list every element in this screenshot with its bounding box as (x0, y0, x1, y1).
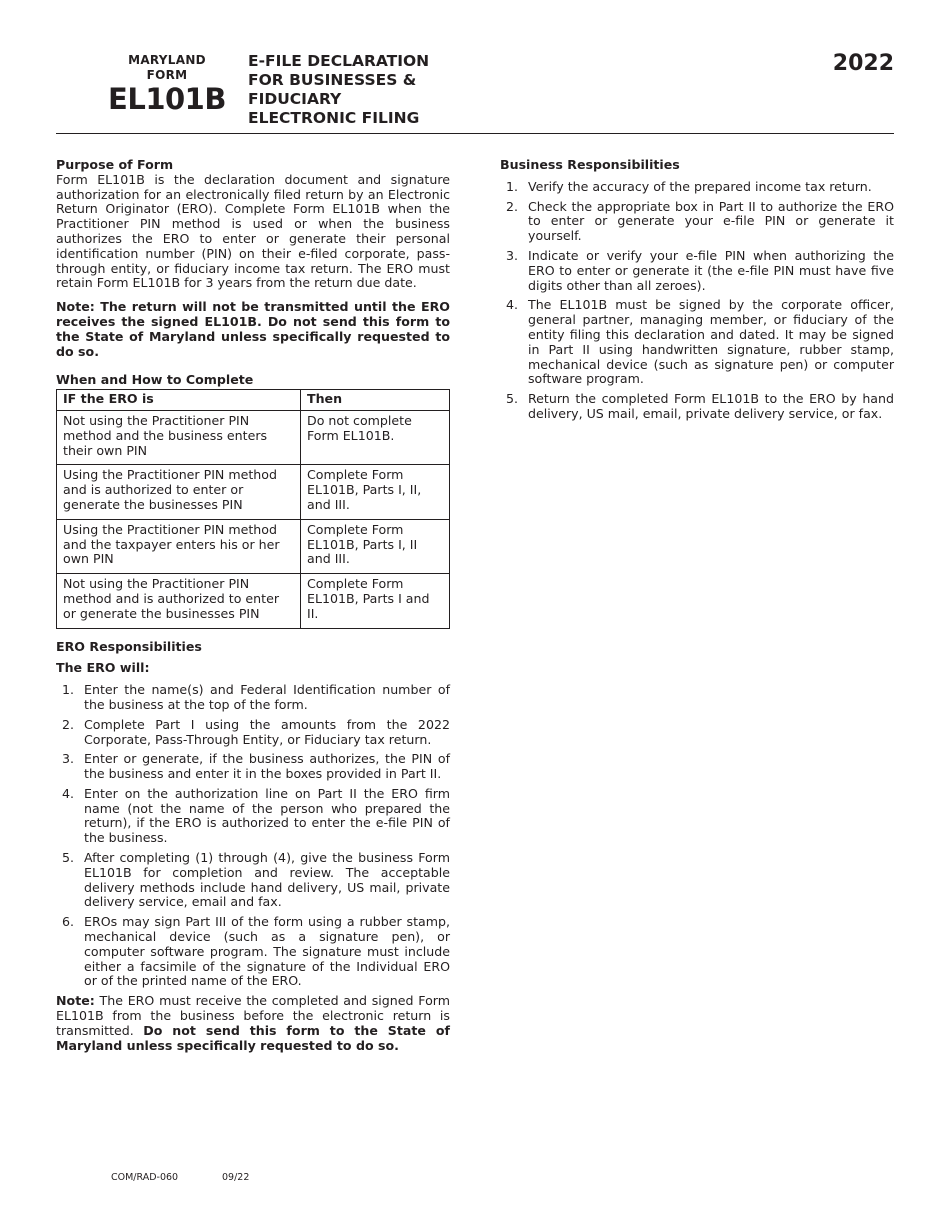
list-number: 2. (62, 716, 75, 732)
table-cell-if: Using the Practitioner PIN method and is authorized to enter or generate the businesses PIN (57, 465, 301, 519)
form-number: EL101B (108, 82, 226, 116)
when-how-heading: When and How to Complete (56, 372, 254, 388)
list-item (56, 851, 450, 910)
list-text: Verify the accuracy of the prepared income tax return. (528, 178, 872, 194)
list-number: 2. (506, 198, 519, 214)
list-number: 3. (62, 751, 75, 767)
table-row (57, 574, 450, 628)
ero-note-text: The ERO must receive the completed and signed Form EL101B from the business before the electronic return is transmitted. (56, 993, 450, 1038)
list-item (56, 915, 450, 989)
ero-subheading: The ERO will: (56, 660, 150, 676)
list-item (500, 298, 894, 387)
ero-heading: ERO Responsibilities (56, 638, 202, 654)
form-code: COM/RAD-060 (111, 1172, 179, 1183)
list-item (56, 787, 450, 846)
business-heading: Business Responsibilities (500, 157, 680, 172)
left-column (56, 158, 450, 1053)
list-text: Enter on the authorization line on Part II the ERO firm name (not the name of the person who prepared the return), if the ERO is authorized to enter the e-file PIN of the business. (84, 785, 450, 846)
ero-list (56, 683, 450, 989)
table-cell-then: Do not complete Form EL101B. (301, 410, 450, 464)
list-number: 5. (62, 850, 75, 866)
ero-note (56, 994, 450, 1053)
list-item (56, 752, 450, 782)
list-number: 3. (506, 247, 519, 263)
table-header-row (57, 390, 450, 411)
business-list (500, 180, 894, 422)
form-state-label (112, 53, 222, 83)
list-text: The EL101B must be signed by the corporate officer, general partner, managing member, or fiduciary of the entity filing this declaration and dated. It may be signed in Part II using handwritten signature, rubber stamp, mechanical device (such as signature pen) or computer software program. (528, 297, 894, 387)
table-cell-if: Not using the Practitioner PIN method and the business enters their own PIN (57, 410, 301, 464)
table-row (57, 410, 450, 464)
header-divider (56, 133, 894, 134)
title-line-2: FOR BUSINESSES & (248, 71, 417, 89)
form-word: FORM (146, 68, 188, 82)
list-text: After completing (1) through (4), give the business Form EL101B for completion and review. The acceptable delivery methods include hand delivery, US mail, private delivery service, email and fax. (84, 850, 450, 910)
ero-note-bold: Do not send this form to the State of Maryland unless specifically requested to do so. (56, 1022, 450, 1053)
list-text: Check the appropriate box in Part II to authorize the ERO to enter or generate your e-file PIN or generate it yourself. (528, 198, 894, 244)
table-cell-if: Using the Practitioner PIN method and the taxpayer enters his or her own PIN (57, 519, 301, 573)
list-number: 5. (506, 391, 519, 407)
table-cell-then: Complete Form EL101B, Parts I, II, and III. (301, 465, 450, 519)
purpose-heading: Purpose of Form (56, 157, 174, 172)
list-text: Return the completed Form EL101B to the ERO by hand delivery, US mail, email, private delivery service, or fax. (528, 391, 894, 421)
when-how-table (56, 389, 450, 628)
purpose-note: Note: The return will not be transmitted until the ERO receives the signed EL101B. Do not send this form to the State of Maryland unless specifically requested to do so. (56, 299, 450, 359)
list-text: EROs may sign Part III of the form using a rubber stamp, mechanical device (such as a signature pen), or computer software program. The signature must include either a facsimile of the signature of the Individual ERO or of the printed name of the ERO. (84, 914, 450, 989)
table-cell-then: Complete Form EL101B, Parts I and II. (301, 574, 450, 628)
purpose-body: Form EL101B is the declaration document and signature authorization for an electronically filed return by an Electronic Return Originator (ERO). Complete Form EL101B when the Practitioner PIN method is used or when the business authorizes the ERO to enter or generate their personal identification number (PIN) on their e-filed corporate, pass-through entity, or fiduciary income tax return. The ERO must retain Form EL101B for 3 years from the return due date. (56, 171, 450, 291)
table-row (57, 465, 450, 519)
title-line-4: ELECTRONIC FILING (248, 109, 420, 127)
list-text: Indicate or verify your e-file PIN when authorizing the ERO to enter or generate it (the e-file PIN must have five digits other than all zeroes). (528, 247, 894, 293)
list-item (56, 683, 450, 713)
list-text: Complete Part I using the amounts from the 2022 Corporate, Pass-Through Entity, or Fiduciary tax return. (84, 716, 450, 747)
list-text: Enter the name(s) and Federal Identification number of the business at the top of the form. (84, 682, 450, 712)
list-number: 1. (62, 682, 75, 698)
list-item (56, 718, 450, 748)
tax-year: 2022 (832, 51, 894, 76)
list-item (500, 180, 894, 195)
ero-note-label: Note: (56, 993, 95, 1009)
state-name: MARYLAND (128, 53, 206, 67)
list-text: Enter or generate, if the business authorizes, the PIN of the business and enter it in the boxes provided in Part II. (84, 751, 450, 782)
list-item (500, 392, 894, 422)
list-number: 1. (506, 178, 519, 194)
form-title (248, 52, 508, 128)
title-line-3: FIDUCIARY (248, 90, 342, 108)
list-number: 6. (62, 914, 75, 930)
column-header-then: Then (301, 390, 450, 411)
table-cell-if: Not using the Practitioner PIN method and is authorized to enter or generate the businesses PIN (57, 574, 301, 628)
column-header-if: IF the ERO is (57, 390, 301, 411)
table-row (57, 519, 450, 573)
title-line-1: E-FILE DECLARATION (248, 52, 430, 70)
list-item (500, 249, 894, 293)
revision-date: 09/22 (222, 1172, 250, 1183)
list-number: 4. (62, 785, 75, 801)
right-column (500, 158, 894, 427)
list-number: 4. (506, 297, 519, 313)
list-item (500, 200, 894, 244)
table-cell-then: Complete Form EL101B, Parts I, II and III. (301, 519, 450, 573)
